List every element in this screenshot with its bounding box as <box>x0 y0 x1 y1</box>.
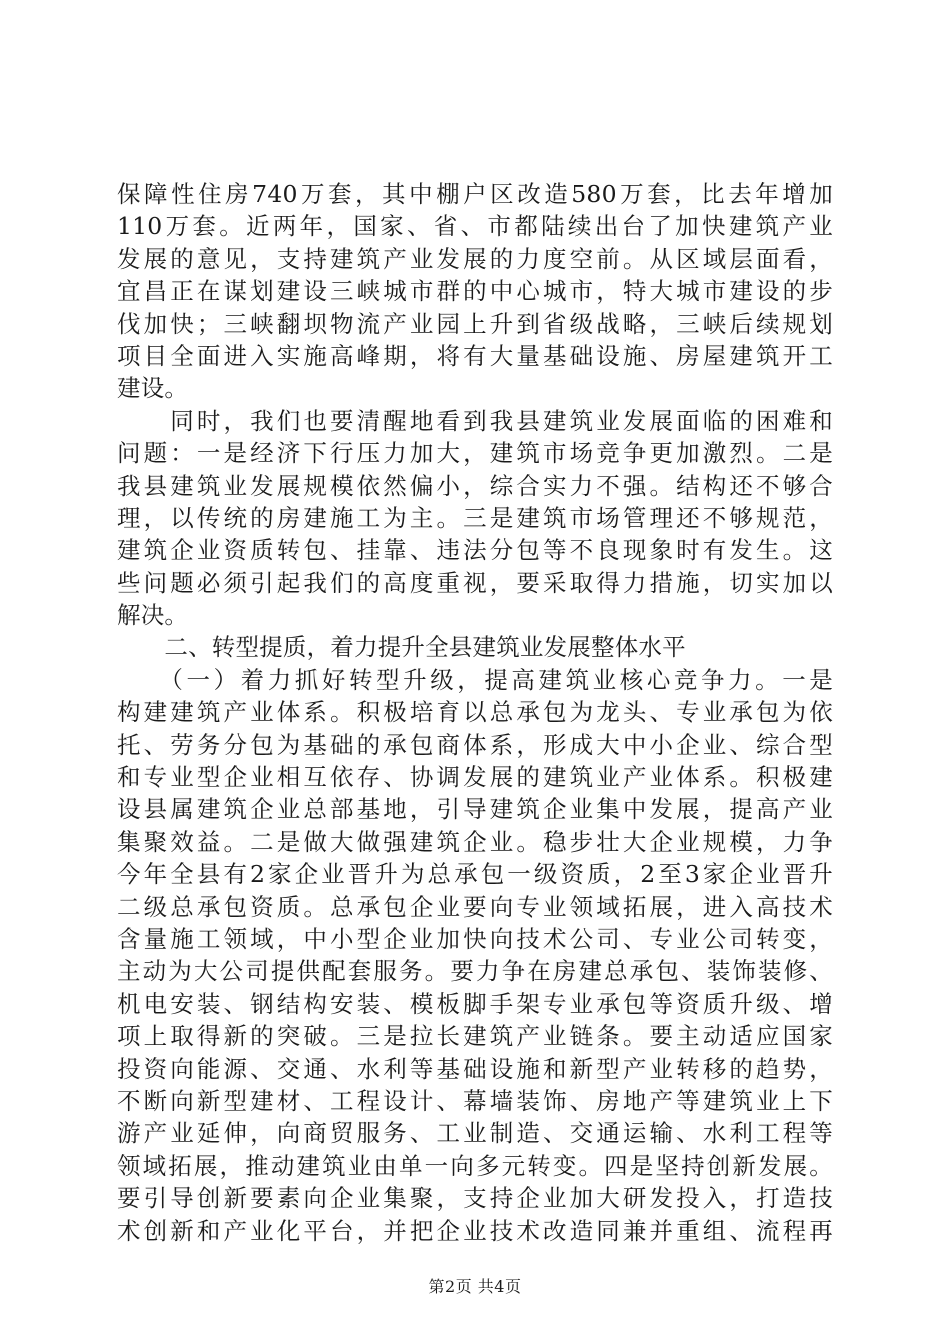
text-line: 领域拓展，推动建筑业由单一向多元转变。四是坚持创新发展。 <box>117 1151 833 1180</box>
text-line: 宜昌正在谋划建设三峡城市群的中心城市，特大城市建设的步 <box>117 277 833 306</box>
text-line: 解决。 <box>117 601 189 630</box>
text-line: 机电安装、钢结构安装、模板脚手架专业承包等资质升级、增 <box>117 989 833 1018</box>
text-line: 含量施工领域，中小型企业加快向技术公司、专业公司转变， <box>117 924 833 953</box>
text-line: 今年全县有2家企业晋升为总承包一级资质，2至3家企业晋升 <box>117 860 833 889</box>
text-line: 我县建筑业发展规模依然偏小，综合实力不强。结构还不够合 <box>117 471 833 500</box>
text-line: 些问题必须引起我们的高度重视，要采取得力措施，切实加以 <box>117 568 833 597</box>
text-line: 保障性住房740万套，其中棚户区改造580万套，比去年增加 <box>117 180 833 208</box>
text-line: 和专业型企业相互依存、协调发展的建筑业产业体系。积极建 <box>117 763 833 792</box>
text-line: 110万套。近两年，国家、省、市都陆续出台了加快建筑产业 <box>117 212 833 241</box>
page-footer: 第2页 共4页 <box>428 1277 522 1296</box>
text-line: 构建建筑产业体系。积极培育以总承包为龙头、专业承包为依 <box>117 698 833 727</box>
text-line: 理，以传统的房建施工为主。三是建筑市场管理还不够规范， <box>117 503 833 532</box>
text-line: 投资向能源、交通、水利等基础设施和新型产业转移的趋势， <box>117 1054 833 1083</box>
text-line: 主动为大公司提供配套服务。要力争在房建总承包、装饰装修、 <box>117 957 833 986</box>
text-line: 不断向新型建材、工程设计、幕墙装饰、房地产等建筑业上下 <box>117 1086 833 1115</box>
text-line: 二级总承包资质。总承包企业要向专业领域拓展，进入高技术 <box>117 892 833 921</box>
text-line: 项上取得新的突破。三是拉长建筑产业链条。要主动适应国家 <box>117 1022 833 1051</box>
text-line: 项目全面进入实施高峰期，将有大量基础设施、房屋建筑开工 <box>117 341 833 370</box>
text-line: 托、劳务分包为基础的承包商体系，形成大中小企业、综合型 <box>117 730 833 759</box>
text-line: 术创新和产业化平台，并把企业技术改造同兼并重组、流程再 <box>117 1216 833 1245</box>
text-line: 发展的意见，支持建筑产业发展的力度空前。从区域层面看， <box>117 244 833 273</box>
document-body <box>117 178 833 1247</box>
text-line: 建筑企业资质转包、挂靠、违法分包等不良现象时有发生。这 <box>117 536 833 565</box>
text-line: 要引导创新要素向企业集聚，支持企业加大研发投入，打造技 <box>117 1184 833 1213</box>
text-line: 同时，我们也要清醒地看到我县建筑业发展面临的困难和 <box>117 406 833 435</box>
text-line: 二、转型提质，着力提升全县建筑业发展整体水平 <box>117 633 686 662</box>
text-line: 伐加快；三峡翻坝物流产业园上升到省级战略，三峡后续规划 <box>117 309 833 338</box>
text-line: 问题：一是经济下行压力加大，建筑市场竞争更加激烈。二是 <box>117 439 833 468</box>
text-line: 建设。 <box>117 374 189 403</box>
text-line: （一）着力抓好转型升级，提高建筑业核心竞争力。一是 <box>117 665 833 694</box>
text-line: 集聚效益。二是做大做强建筑企业。稳步壮大企业规模，力争 <box>117 827 833 856</box>
text-line: 设县属建筑企业总部基地，引导建筑企业集中发展，提高产业 <box>117 795 833 824</box>
text-line: 游产业延伸，向商贸服务、工业制造、交通运输、水利工程等 <box>117 1119 833 1148</box>
